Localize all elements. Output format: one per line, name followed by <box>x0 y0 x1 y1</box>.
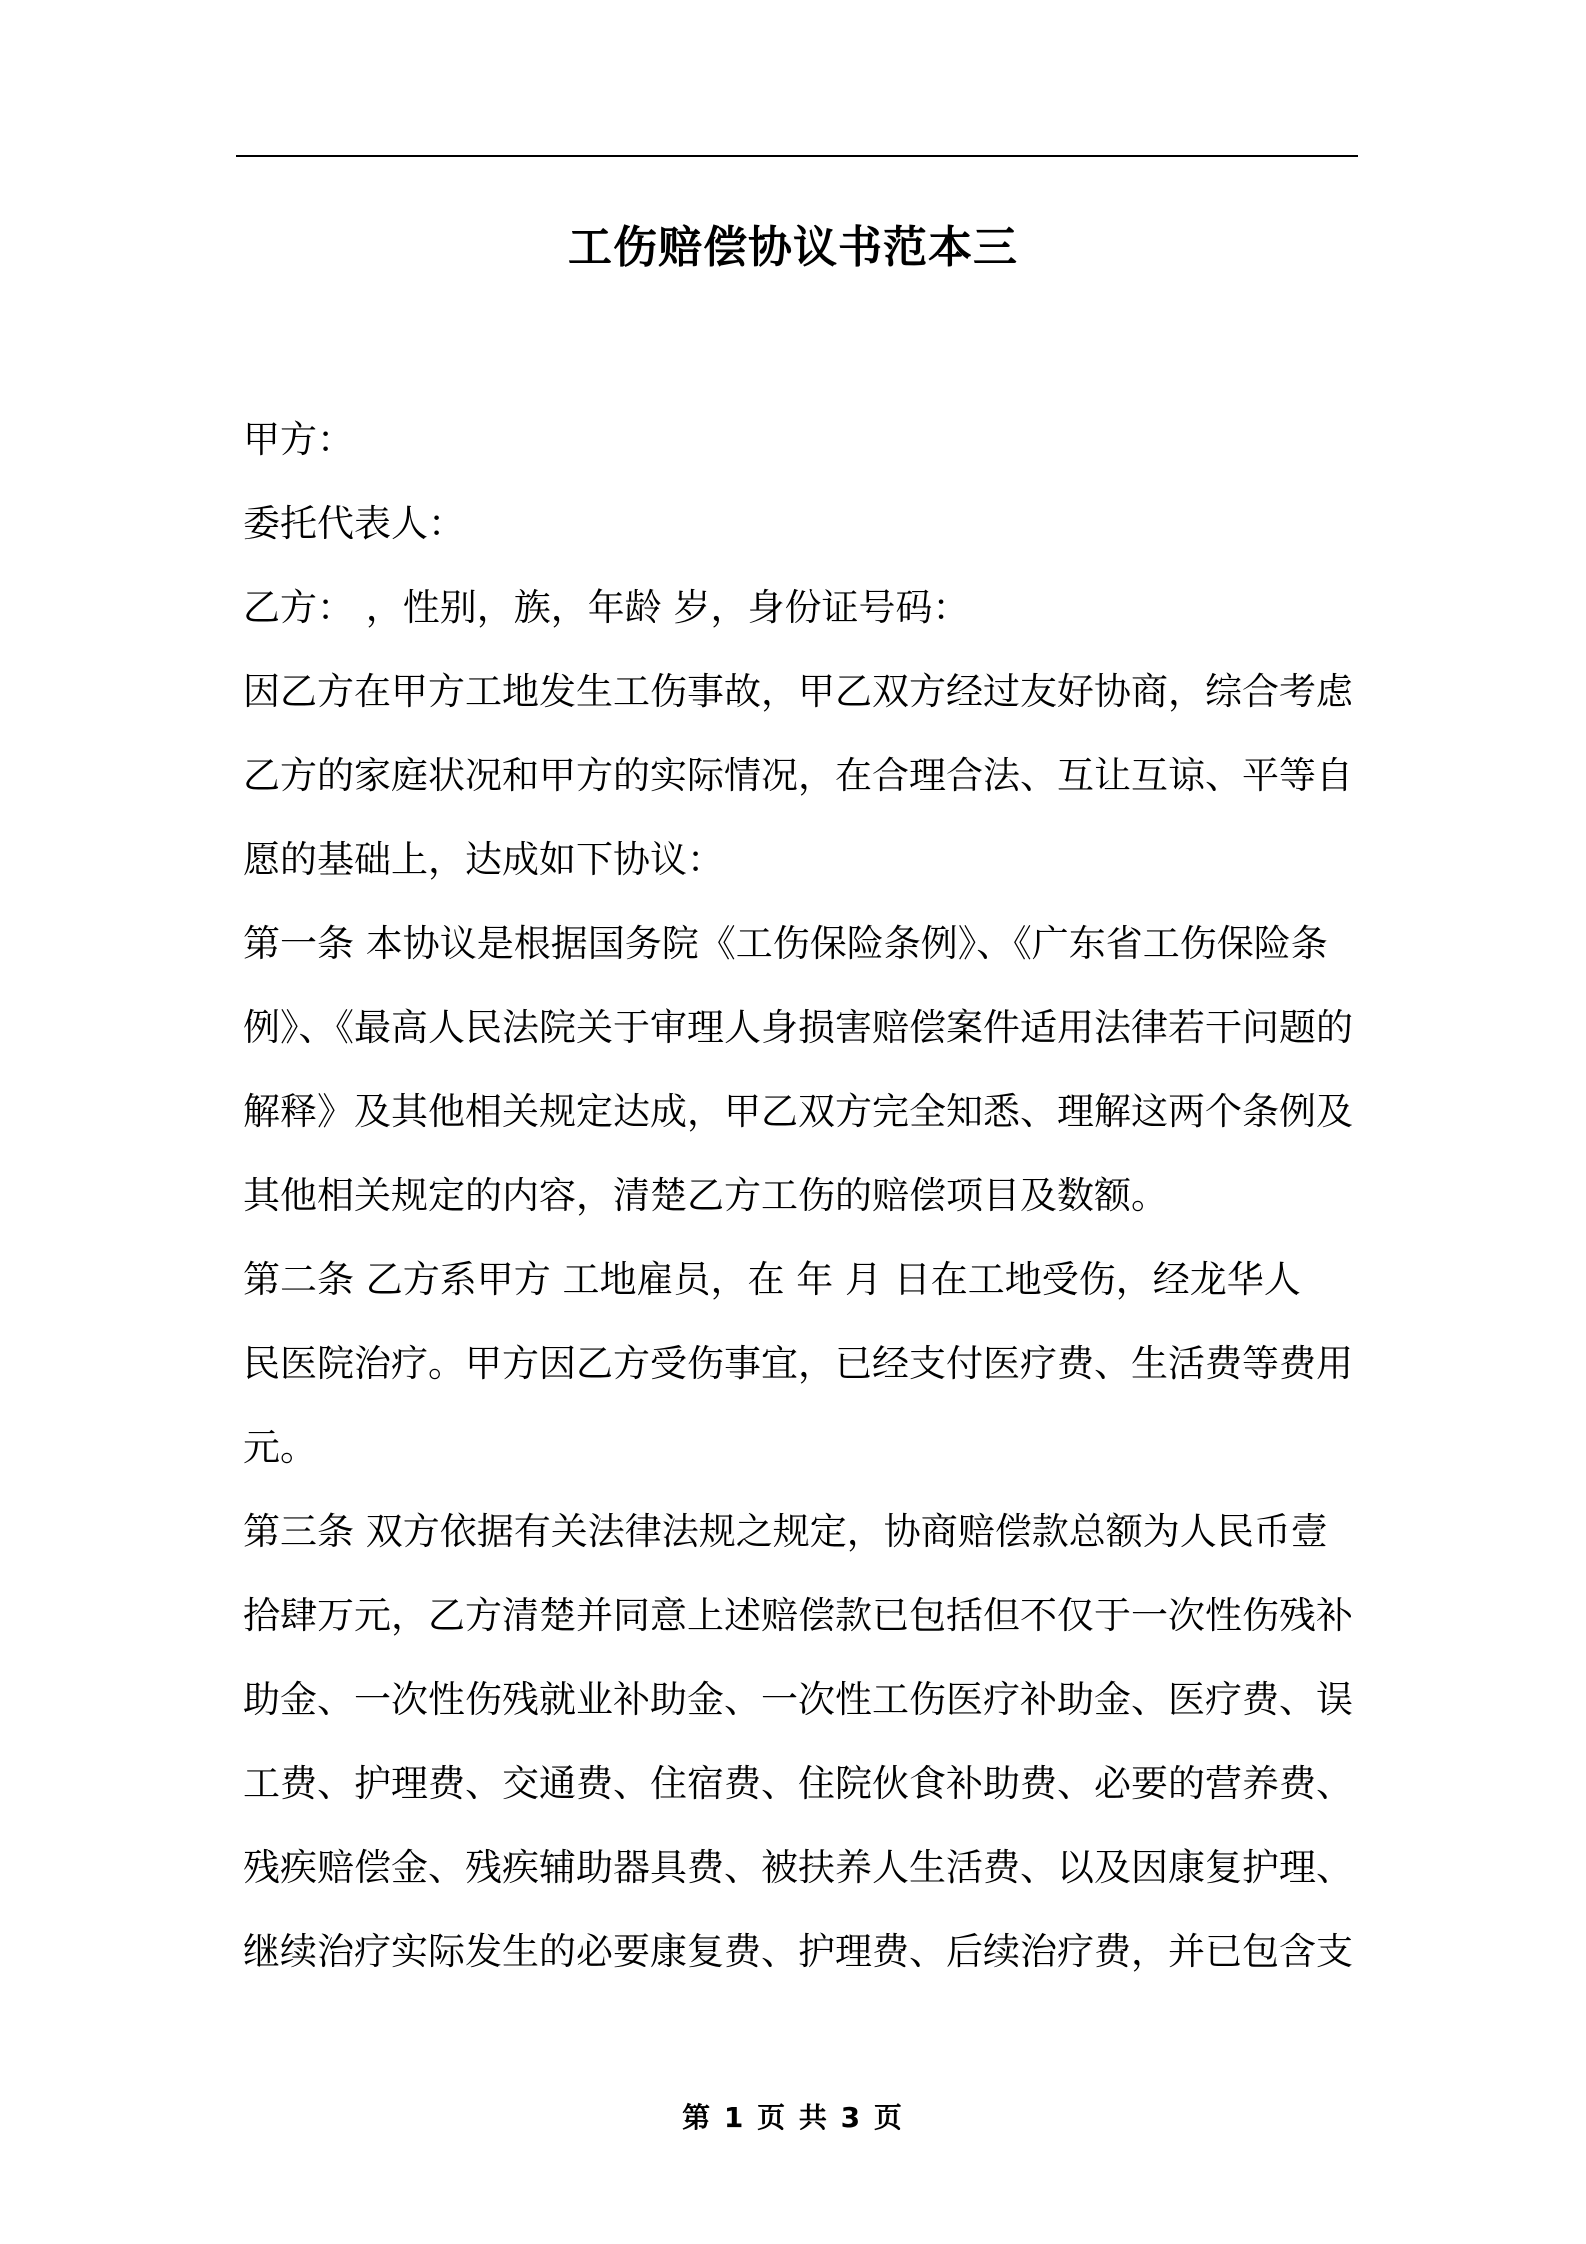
body-line-15: 拾肆万元，乙方清楚并同意上述赔偿款已包括但不仅于一次性伤残补 <box>243 1594 1353 1637</box>
body-line-12: 民医院治疗。甲方因乙方受伤事宜，已经支付医疗费、生活费等费用 <box>243 1342 1353 1385</box>
body-line-9: 解释》及其他相关规定达成，甲乙双方完全知悉、理解这两个条例及 <box>243 1090 1353 1133</box>
body-line-6: 愿的基础上，达成如下协议： <box>243 838 724 881</box>
body-line-13: 元。 <box>243 1426 317 1469</box>
body-line-10: 其他相关规定的内容，清楚乙方工伤的赔偿项目及数额。 <box>243 1174 1168 1217</box>
body-line-2: 委托代表人： <box>243 502 465 545</box>
body-line-11: 第二条 乙方系甲方 工地雇员，在 年 月 日在工地受伤，经龙华人 <box>243 1258 1301 1301</box>
document-title: 工伤赔偿协议书范本三 <box>568 222 1018 273</box>
body-line-5: 乙方的家庭状况和甲方的实际情况，在合理合法、互让互谅、平等自 <box>243 754 1353 797</box>
header-rule <box>236 155 1358 157</box>
body-line-1: 甲方： <box>243 418 354 461</box>
body-line-3: 乙方： ，性别，族，年龄 岁，身份证号码： <box>243 586 970 629</box>
page-number: 第 1 页 共 3 页 <box>682 2101 904 2134</box>
body-line-18: 残疾赔偿金、残疾辅助器具费、被扶养人生活费、以及因康复护理、 <box>243 1846 1353 1889</box>
body-line-4: 因乙方在甲方工地发生工伤事故，甲乙双方经过友好协商，综合考虑 <box>243 670 1353 713</box>
body-line-19: 继续治疗实际发生的必要康复费、护理费、后续治疗费，并已包含支 <box>243 1930 1353 1973</box>
body-line-7: 第一条 本协议是根据国务院《工伤保险条例》、《广东省工伤保险条 <box>243 922 1328 965</box>
body-line-17: 工费、护理费、交通费、住宿费、住院伙食补助费、必要的营养费、 <box>243 1762 1353 1805</box>
body-line-14: 第三条 双方依据有关法律法规之规定，协商赔偿款总额为人民币壹 <box>243 1510 1328 1553</box>
body-line-16: 助金、一次性伤残就业补助金、一次性工伤医疗补助金、医疗费、误 <box>243 1678 1353 1721</box>
body-line-8: 例》、《最高人民法院关于审理人身损害赔偿案件适用法律若干问题的 <box>243 1006 1353 1049</box>
